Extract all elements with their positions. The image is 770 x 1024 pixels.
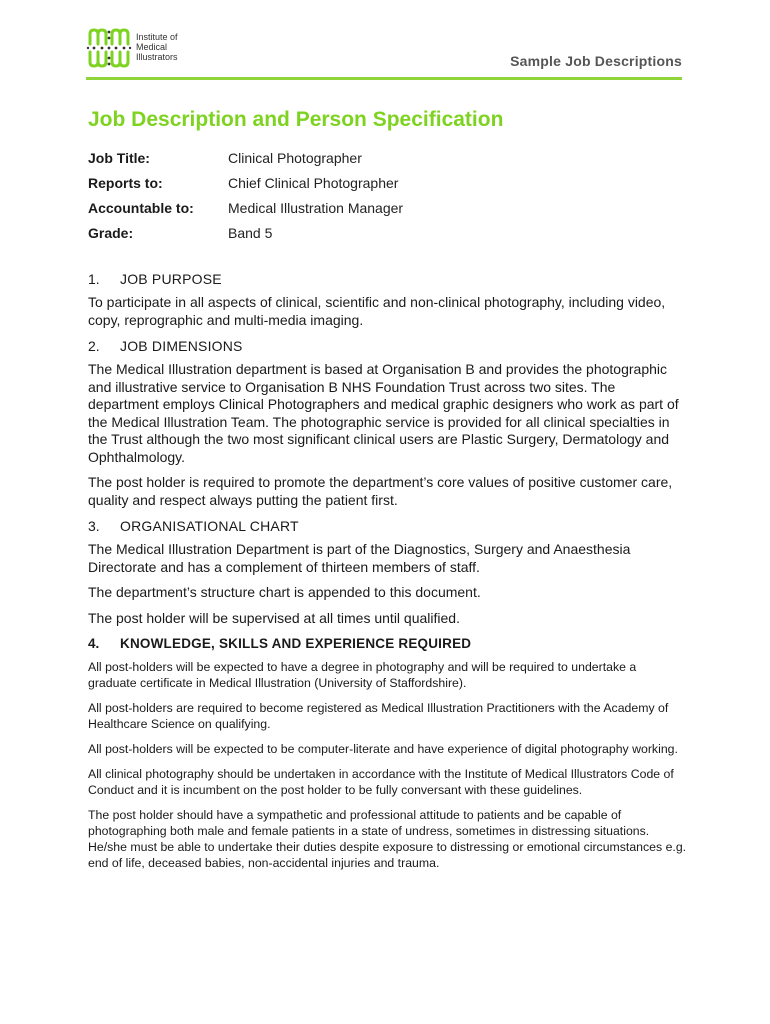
page-title: Job Description and Person Specification <box>88 108 504 131</box>
logo-line: Illustrators <box>136 52 178 62</box>
meta-row-job-title <box>88 149 688 174</box>
header-divider <box>86 77 682 80</box>
paragraph: The post holder should have a sympathetic and professional attitude to patients and be capable of photographing both male and female patients in a state of undress, sometimes in distressing situations. He/she must be able to undertake their duties despite exposure to distressing or emotional circumstances e.g. end of life, deceased babies, non-accidental injuries and trauma. <box>88 808 687 870</box>
section-heading <box>88 337 688 355</box>
meta-label: Job Title: <box>88 150 150 166</box>
paragraph: The Medical Illustration Department is part of the Diagnostics, Surgery and Anaesthesia Directorate and has a complement of thirteen members of staff. <box>88 541 631 575</box>
imi-logo-icon <box>86 26 132 70</box>
paragraph: The post holder will be supervised at all times until qualified. <box>88 609 460 626</box>
paragraph: All post-holders are required to become registered as Medical Illustration Practitioners with the Academy of Healthcare Science on qualifying. <box>88 701 669 731</box>
section-heading <box>88 270 688 288</box>
meta-value: Chief Clinical Photographer <box>228 175 399 191</box>
section-title: JOB PURPOSE <box>120 271 222 287</box>
meta-row-reports-to <box>88 174 688 199</box>
section-heading <box>88 635 688 653</box>
meta-label: Grade: <box>88 225 134 241</box>
logo <box>86 26 236 70</box>
section-title: KNOWLEDGE, SKILLS AND EXPERIENCE REQUIRED <box>120 636 472 651</box>
section-number: 4. <box>88 636 100 651</box>
logo-text <box>136 32 178 62</box>
meta-label: Reports to: <box>88 175 163 191</box>
section-title: ORGANISATIONAL CHART <box>120 518 299 534</box>
logo-line: Medical <box>136 42 168 52</box>
section-job-purpose <box>88 270 688 329</box>
logo-line: Institute of <box>136 32 178 42</box>
paragraph: The department’s structure chart is appended to this document. <box>88 584 481 600</box>
paragraph: All post-holders will be expected to have a degree in photography and will be required to undertake a graduate certificate in Medical Illustration (University of Staffordshire). <box>88 660 637 690</box>
section-job-dimensions <box>88 337 688 509</box>
header-label: Sample Job Descriptions <box>510 53 682 69</box>
section-number: 2. <box>88 338 100 354</box>
job-meta <box>88 149 688 249</box>
paragraph: All clinical photography should be undertaken in accordance with the Institute of Medical Illustrators Code of Conduct and it is incumbent on the post holder to be fully conversant with these guidelines. <box>88 767 674 797</box>
document-body <box>88 270 688 880</box>
section-number: 1. <box>88 271 100 287</box>
meta-value: Clinical Photographer <box>228 150 362 166</box>
meta-row-grade <box>88 224 688 249</box>
paragraph: The post holder is required to promote the department’s core values of positive customer care, quality and respect always putting the patient first. <box>88 474 673 508</box>
paragraph: The Medical Illustration department is based at Organisation B and provides the photographic and illustrative service to Organisation B NHS Foundation Trust across two sites. The department employs Clinical Photographers and medical graphic designers who work as part of the Medical Illustration Team. The photographic service is provided for all clinical specialties in the Trust although the two most significant clinical users are Plastic Surgery, Dermatology and Ophthalmology. <box>88 361 679 465</box>
section-organisational-chart <box>88 517 688 627</box>
section-number: 3. <box>88 518 100 534</box>
meta-value: Band 5 <box>228 225 273 241</box>
meta-row-accountable-to <box>88 199 688 224</box>
meta-value: Medical Illustration Manager <box>228 200 404 216</box>
paragraph: All post-holders will be expected to be computer-literate and have experience of digital photography working. <box>88 742 678 756</box>
section-heading <box>88 517 688 535</box>
meta-label: Accountable to: <box>88 200 194 216</box>
paragraph: To participate in all aspects of clinical, scientific and non-clinical photography, including video, copy, reprographic and multi-media imaging. <box>88 294 666 328</box>
section-title: JOB DIMENSIONS <box>120 338 243 354</box>
section-knowledge-skills <box>88 635 688 871</box>
